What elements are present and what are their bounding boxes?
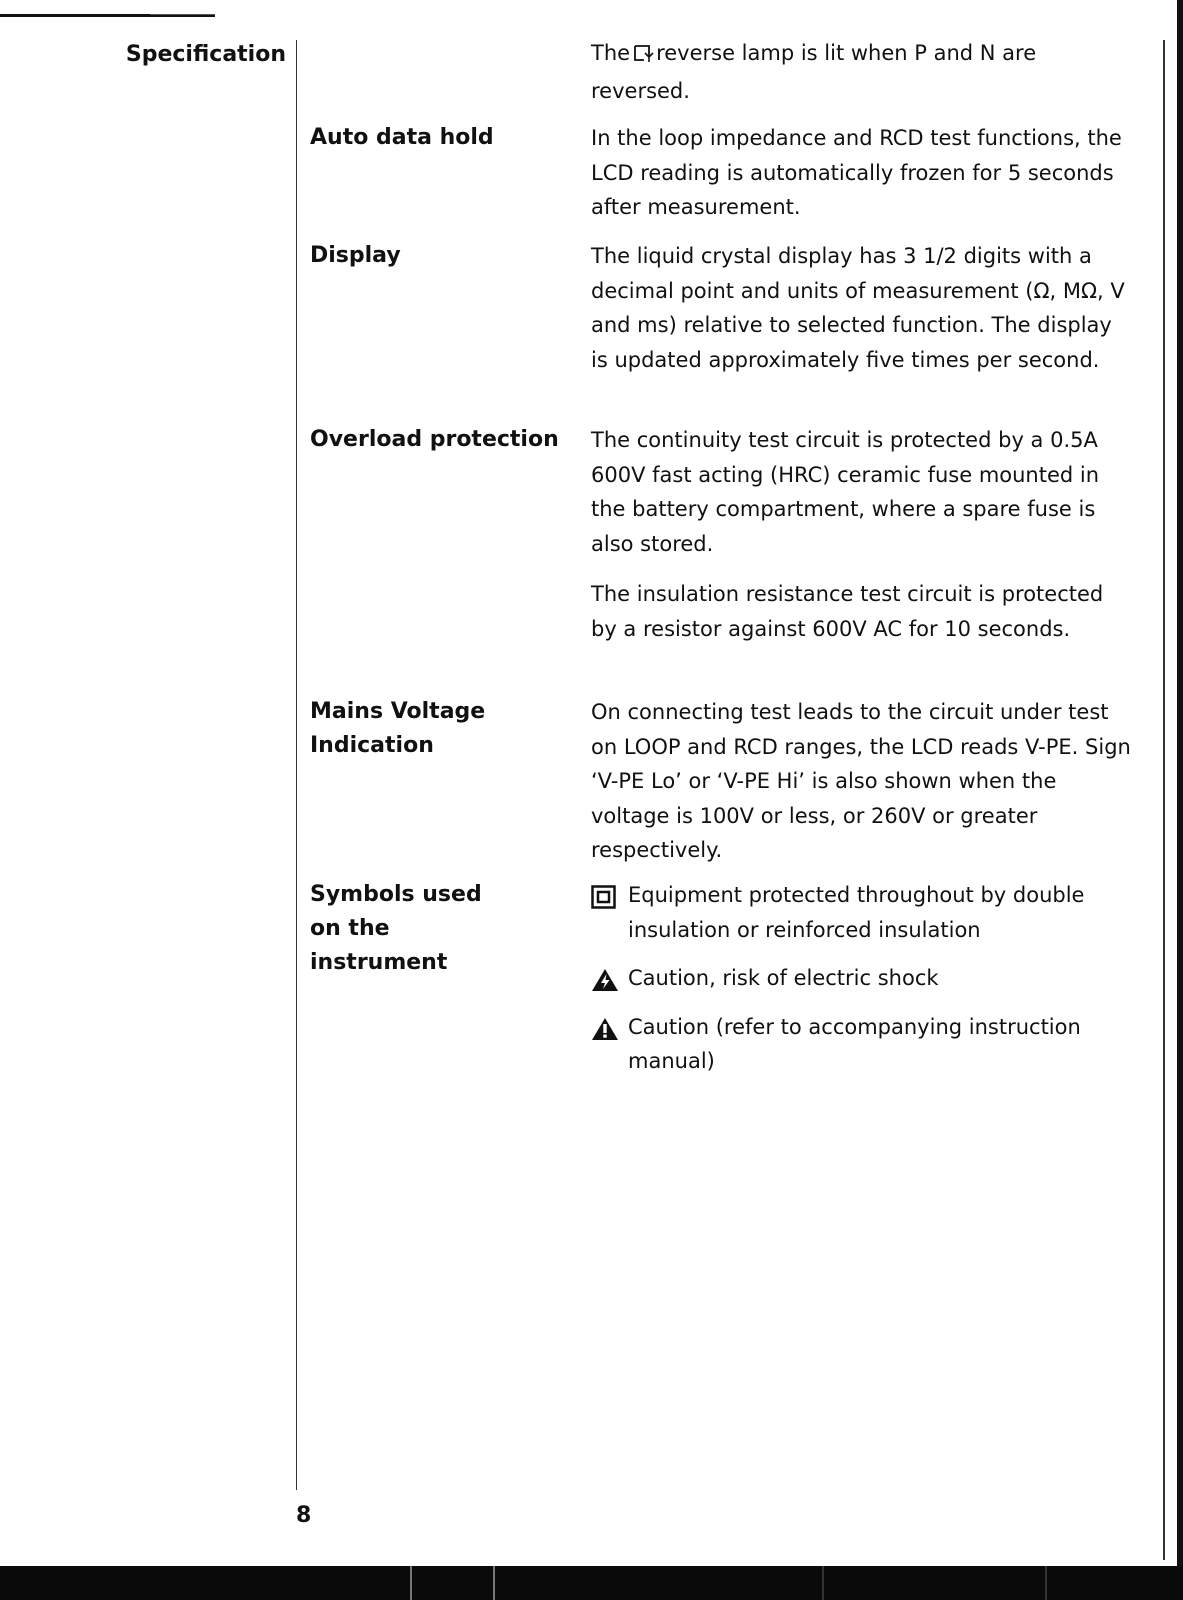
desc-paragraph: On connecting test leads to the circuit under test on LOOP and RCD ranges, the LCD reads V-PE. Sign ‘V-PE Lo’ or ‘V-PE Hi’ is also shown when the voltage is 100V or less, or 260V or greater respectively. [591, 700, 1131, 862]
reverse-polarity-icon [632, 39, 654, 74]
desc-auto-data-hold [591, 121, 1131, 225]
bar-mark [410, 1566, 412, 1600]
desc-paragraph: The insulation resistance test circuit is protected by a resistor against 600V AC for 10 seconds. [591, 582, 1104, 641]
desc-paragraph: The continuity test circuit is protected by a 0.5A 600V fast acting (HRC) ceramic fuse mounted in the battery compartment, where a spare fuse is also stored. [591, 428, 1100, 556]
symbol-item [591, 961, 1131, 996]
term-auto-data-hold: Auto data hold [310, 125, 494, 150]
bottom-bar [0, 1566, 1183, 1600]
term-symbols: Symbols used on the instrument [310, 882, 482, 975]
bar-mark [1045, 1566, 1047, 1600]
intro-text-before: The [591, 41, 631, 65]
caution-warning-icon [591, 1017, 619, 1052]
bar-mark [493, 1566, 495, 1600]
electric-shock-warning-icon [591, 968, 619, 1003]
symbol-item [591, 878, 1131, 947]
symbol-item [591, 1010, 1131, 1079]
term-overload-protection: Overload protection [310, 427, 559, 452]
page-edge [1177, 0, 1183, 1600]
symbol-text: Caution (refer to accompanying instruction manual) [628, 1014, 1081, 1073]
desc-display [591, 239, 1131, 377]
desc-overload-protection [591, 423, 1131, 561]
intro-text-after: reverse lamp is lit when P and N are reversed. [591, 41, 1037, 103]
desc-overload-protection-2 [591, 577, 1131, 646]
desc-paragraph: The liquid crystal display has 3 1/2 digits with a decimal point and units of measurement (Ω, MΩ, V and ms) relative to selected function. The display is updated approximately five times per second. [591, 244, 1125, 372]
double-insulation-icon [591, 885, 617, 920]
page-edge-line [1163, 40, 1165, 1560]
term-display: Display [310, 243, 401, 268]
term-mains-voltage-indication: Mains Voltage Indication [310, 699, 486, 758]
intro-paragraph [591, 36, 1131, 108]
bar-mark [822, 1566, 824, 1600]
page-number: 8 [296, 1503, 312, 1528]
column-divider [296, 40, 297, 1490]
desc-paragraph: In the loop impedance and RCD test functions, the LCD reading is automatically frozen for 5 seconds after measurement. [591, 126, 1122, 219]
symbol-text: Caution, risk of electric shock [628, 966, 939, 990]
top-rule-thin [150, 14, 215, 15]
desc-mains-voltage-indication [591, 695, 1131, 868]
section-label: Specification [125, 42, 286, 67]
symbol-text: Equipment protected throughout by double insulation or reinforced insulation [628, 883, 1085, 942]
desc-symbols [591, 878, 1131, 1079]
